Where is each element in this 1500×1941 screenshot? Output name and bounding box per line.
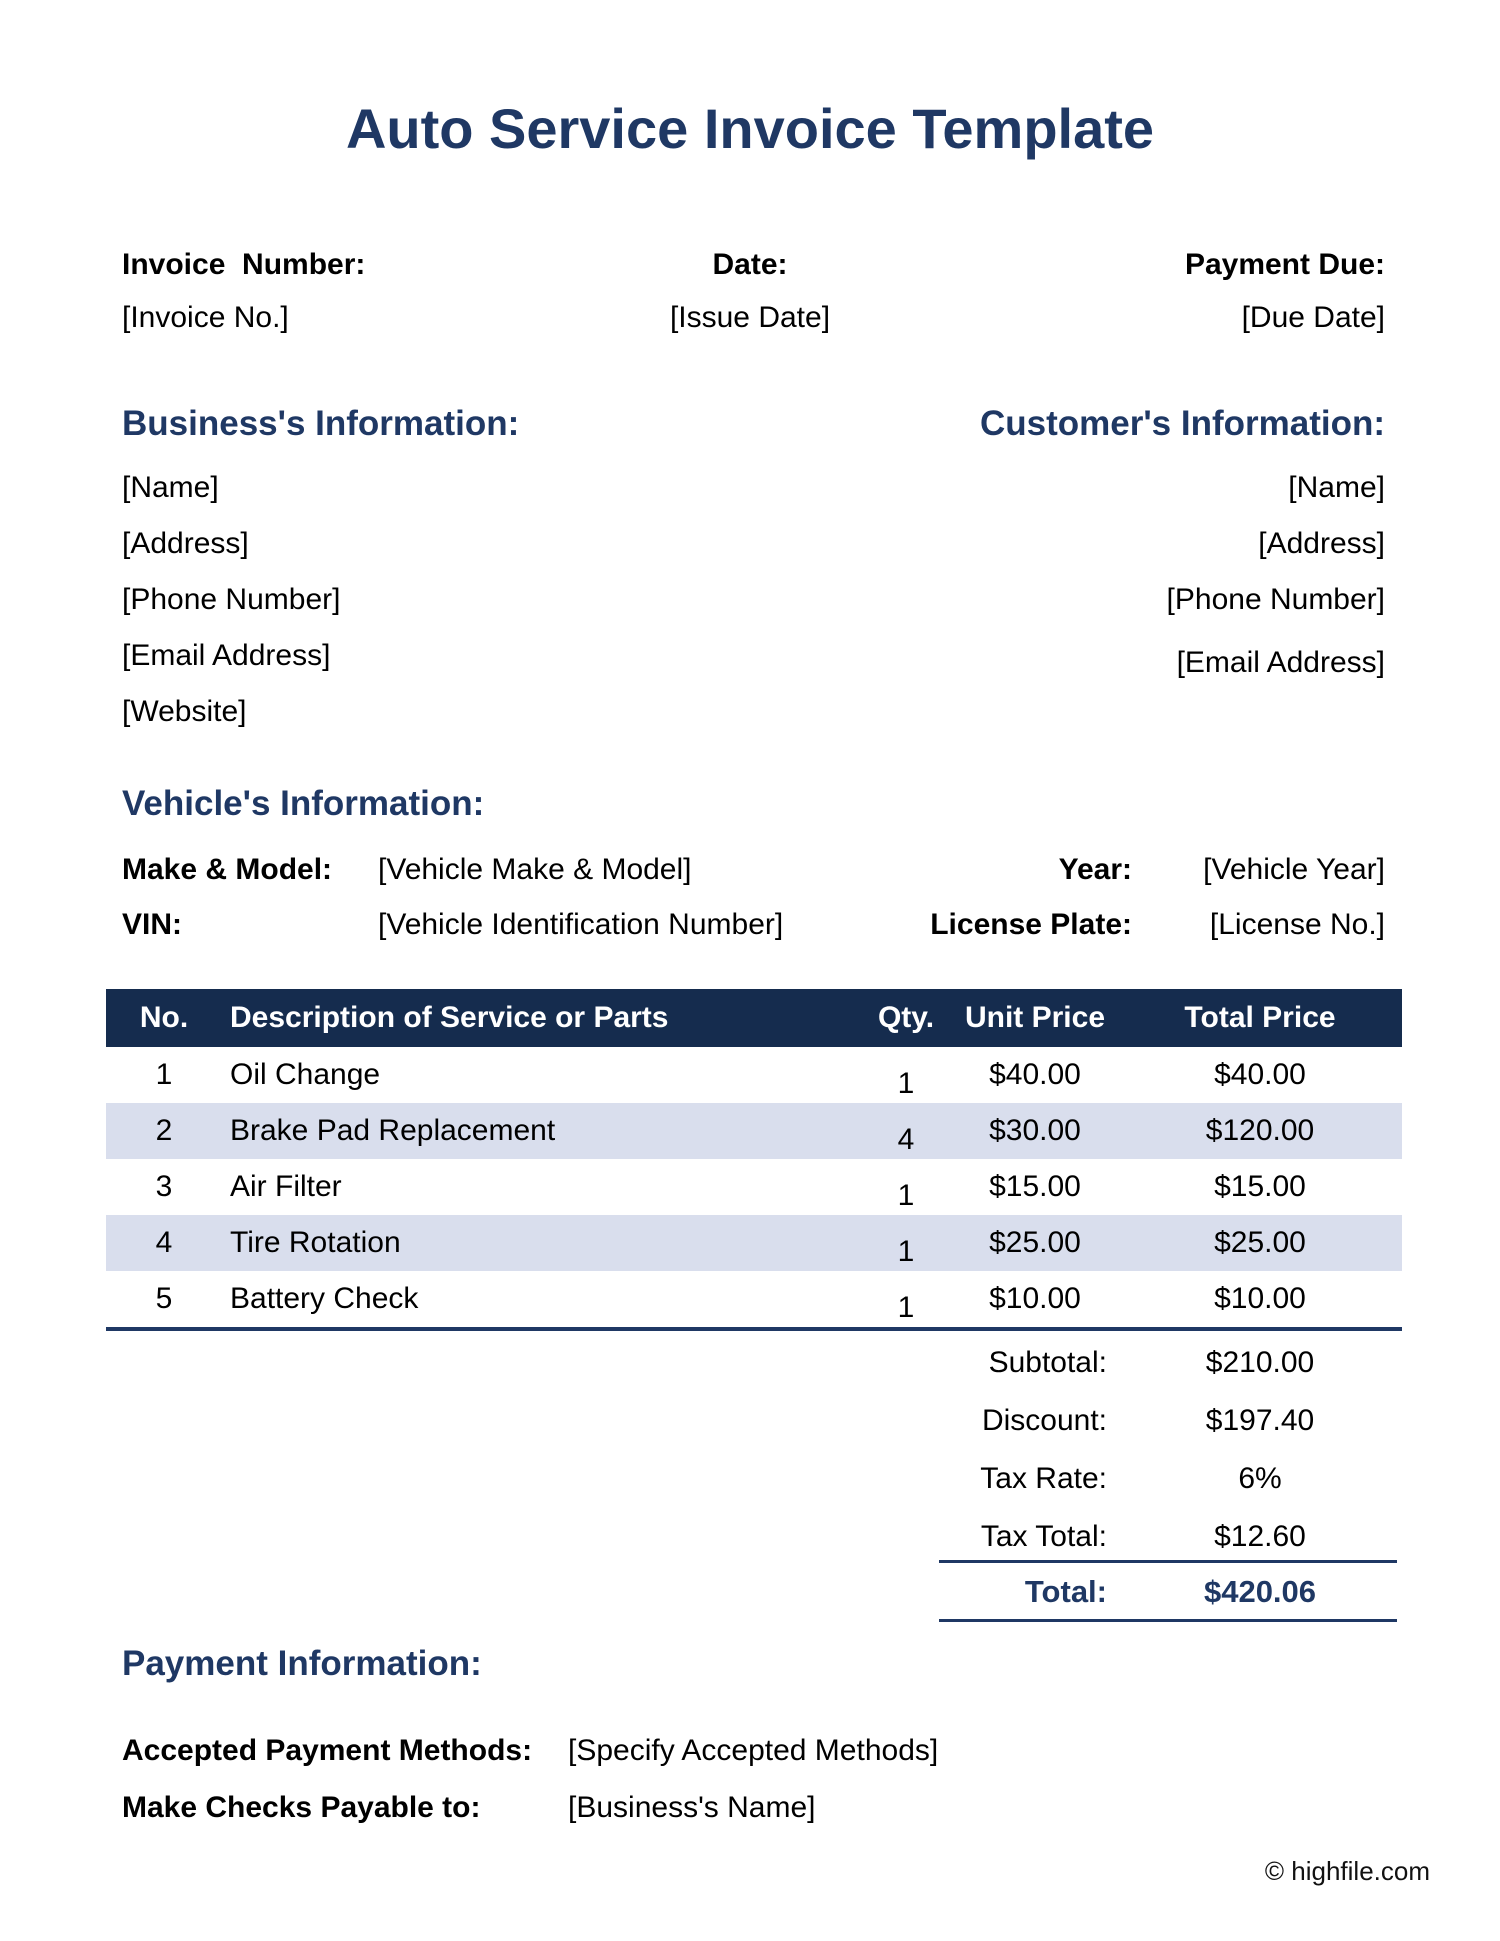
row-total-price: $10.00 xyxy=(1214,1282,1306,1315)
customer-email: [Email Address] xyxy=(1176,646,1385,679)
year-label: Year: xyxy=(1058,853,1132,886)
subtotal-value: $210.00 xyxy=(1205,1346,1315,1379)
services-table xyxy=(106,989,1402,1331)
business-email: [Email Address] xyxy=(122,639,331,672)
col-header-qty: Qty. xyxy=(877,1001,935,1034)
date-value: [Issue Date] xyxy=(669,301,831,334)
table-row xyxy=(106,1159,1402,1215)
accepted-methods-value: [Specify Accepted Methods] xyxy=(568,1734,939,1767)
row-unit-price: $30.00 xyxy=(989,1114,1081,1147)
table-row xyxy=(106,1271,1402,1327)
row-qty: 1 xyxy=(897,1067,915,1100)
row-no: 5 xyxy=(155,1282,173,1315)
table-row xyxy=(106,1047,1402,1103)
checks-payable-value: [Business's Name] xyxy=(568,1791,816,1824)
row-description: Tire Rotation xyxy=(230,1226,401,1259)
make-model-label: Make & Model: xyxy=(122,853,333,886)
business-website: [Website] xyxy=(122,695,247,728)
row-no: 1 xyxy=(155,1058,173,1091)
tax-rate-value: 6% xyxy=(1238,1462,1282,1495)
row-total-price: $15.00 xyxy=(1214,1170,1306,1203)
total-separator-bottom xyxy=(939,1619,1397,1622)
payment-info-heading: Payment Information: xyxy=(122,1644,482,1683)
tax-total-value: $12.60 xyxy=(1214,1520,1306,1553)
make-model-value: [Vehicle Make & Model] xyxy=(378,853,692,886)
row-total-price: $25.00 xyxy=(1214,1226,1306,1259)
col-header-description: Description of Service or Parts xyxy=(230,1001,669,1034)
row-description: Brake Pad Replacement xyxy=(230,1114,556,1147)
license-plate-value: [License No.] xyxy=(1209,908,1385,941)
vehicle-info-heading: Vehicle's Information: xyxy=(122,784,485,823)
row-qty: 1 xyxy=(897,1179,915,1212)
row-unit-price: $40.00 xyxy=(989,1058,1081,1091)
tax-rate-label: Tax Rate: xyxy=(980,1462,1107,1495)
row-unit-price: $25.00 xyxy=(989,1226,1081,1259)
business-address: [Address] xyxy=(122,527,249,560)
row-total-price: $120.00 xyxy=(1205,1114,1315,1147)
row-qty: 1 xyxy=(897,1291,915,1324)
row-no: 3 xyxy=(155,1170,173,1203)
row-total-price: $40.00 xyxy=(1214,1058,1306,1091)
license-plate-label: License Plate: xyxy=(930,908,1132,941)
year-value: [Vehicle Year] xyxy=(1203,853,1385,886)
checks-payable-label: Make Checks Payable to: xyxy=(122,1791,481,1824)
footer-credit: © highfile.com xyxy=(1264,1856,1430,1886)
accepted-methods-label: Accepted Payment Methods: xyxy=(122,1734,533,1767)
row-description: Air Filter xyxy=(230,1170,342,1203)
vin-value: [Vehicle Identification Number] xyxy=(378,908,784,941)
total-separator-top xyxy=(939,1560,1397,1563)
row-unit-price: $15.00 xyxy=(989,1170,1081,1203)
row-unit-price: $10.00 xyxy=(989,1282,1081,1315)
business-info-heading: Business's Information: xyxy=(122,404,520,443)
row-qty: 1 xyxy=(897,1235,915,1268)
discount-value: $197.40 xyxy=(1205,1404,1315,1437)
payment-due-value: [Due Date] xyxy=(1241,301,1385,334)
customer-address: [Address] xyxy=(1258,527,1385,560)
row-description: Oil Change xyxy=(230,1058,381,1091)
row-no: 2 xyxy=(155,1114,173,1147)
row-description: Battery Check xyxy=(230,1282,419,1315)
col-header-total-price: Total Price xyxy=(1184,1001,1336,1034)
grand-total-label: Total: xyxy=(1024,1574,1107,1609)
page-title: Auto Service Invoice Template xyxy=(345,97,1155,160)
customer-name: [Name] xyxy=(1288,471,1385,504)
date-label: Date: xyxy=(712,248,788,281)
invoice-number-value: [Invoice No.] xyxy=(122,301,289,334)
customer-phone: [Phone Number] xyxy=(1166,583,1385,616)
table-row xyxy=(106,1103,1402,1159)
customer-info-heading: Customer's Information: xyxy=(979,404,1385,443)
invoice-number-label: Invoice Number: xyxy=(122,248,366,281)
col-header-unit-price: Unit Price xyxy=(964,1001,1106,1034)
discount-label: Discount: xyxy=(981,1404,1107,1437)
table-header-row xyxy=(106,989,1402,1047)
vin-label: VIN: xyxy=(122,908,182,941)
row-no: 4 xyxy=(155,1226,173,1259)
business-phone: [Phone Number] xyxy=(122,583,341,616)
col-header-no: No. xyxy=(139,1001,189,1034)
table-row xyxy=(106,1215,1402,1271)
row-qty: 4 xyxy=(897,1123,915,1156)
business-name: [Name] xyxy=(122,471,219,504)
tax-total-label: Tax Total: xyxy=(980,1520,1107,1553)
grand-total-value: $420.06 xyxy=(1203,1574,1317,1609)
subtotal-label: Subtotal: xyxy=(988,1346,1107,1379)
payment-due-label: Payment Due: xyxy=(1184,248,1385,281)
